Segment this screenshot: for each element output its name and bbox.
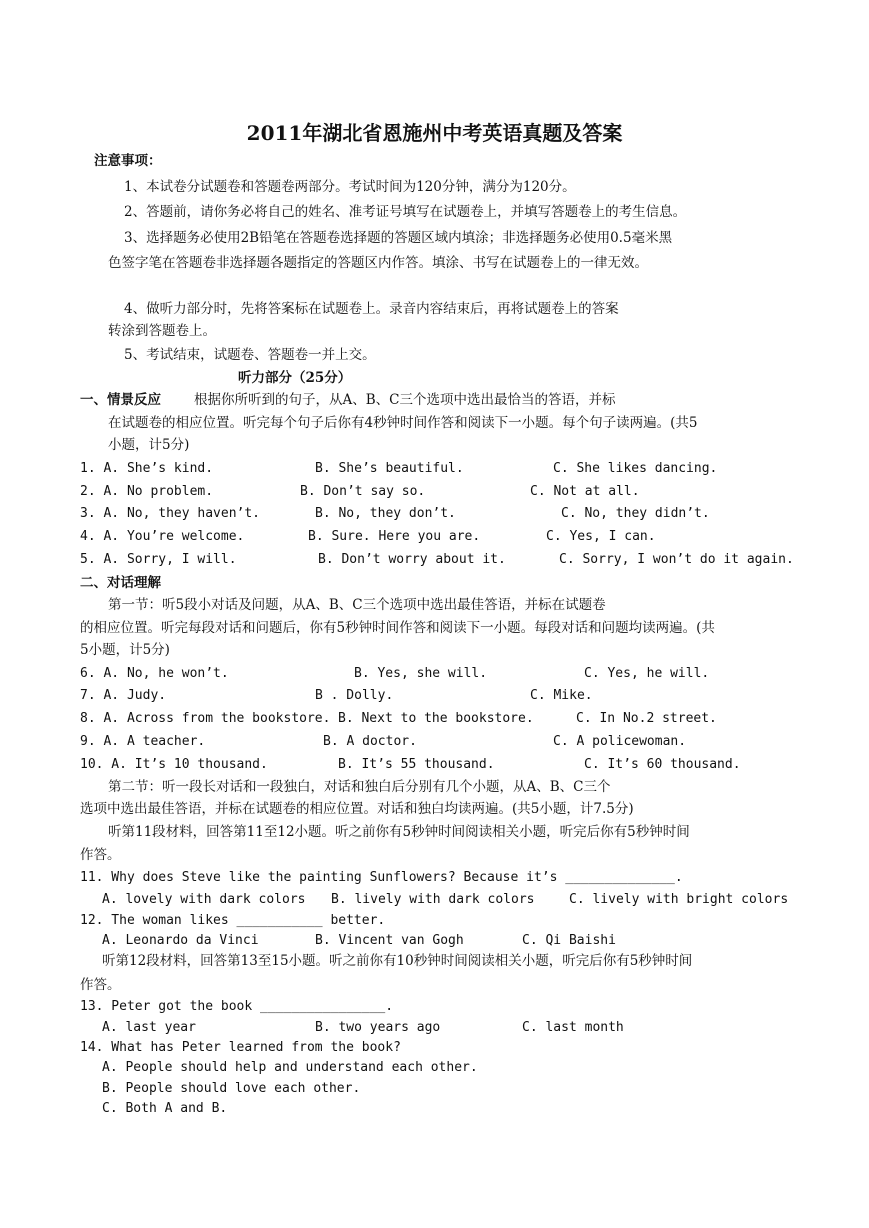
question-13-option-c: C. last month [522, 1020, 624, 1035]
question-3-option-b: B. No, they don’t. [315, 506, 456, 521]
question-1-option-b: B. She’s beautiful. [315, 461, 464, 476]
material-11-intro: 作答。 [80, 847, 121, 863]
question-13: 13. Peter got the book ________________. [80, 999, 394, 1014]
question-2-option-a: 2. A. No problem. [80, 484, 214, 499]
question-2-option-b: B. Don’t say so. [300, 484, 426, 499]
question-6-option-b: B. Yes, she will. [354, 666, 488, 681]
question-2-option-c: C. Not at all. [530, 484, 640, 499]
question-6-option-c: C. Yes, he will. [584, 666, 710, 681]
section1-intro: 在试题卷的相应位置。听完每个句子后你有4秒钟时间作答和阅读下一小题。每个句子读两遍。(共5 [108, 415, 698, 431]
question-4-option-a: 4. A. You’re welcome. [80, 529, 245, 544]
question-13-option-b: B. two years ago [315, 1020, 441, 1035]
listening-title: 听力部分（25分） [238, 370, 352, 386]
section2-part2-intro: 选项中选出最佳答语，并标在试题卷的相应位置。对话和独白均读两遍。(共5小题，计7.5分) [80, 801, 634, 817]
question-4-option-c: C. Yes, I can. [546, 529, 656, 544]
question-14-option-a: A. People should help and understand each other. [102, 1060, 478, 1075]
notice-item: 1、本试卷分试题卷和答题卷两部分。考试时间为120分钟，满分为120分。 [124, 179, 576, 195]
section1-intro: 小题，计5分) [108, 437, 190, 453]
question-5-option-b: B. Don’t worry about it. [318, 552, 506, 567]
question-11: 11. Why does Steve like the painting Sunflowers? Because it’s ______________. [80, 870, 683, 885]
question-8-option-c: C. In No.2 street. [576, 711, 717, 726]
question-3-option-c: C. No, they didn’t. [561, 506, 710, 521]
question-10-option-c: C. It’s 60 thousand. [584, 757, 741, 772]
question-9-option-c: C. A policewoman. [553, 734, 687, 749]
section2-part1-intro: 第一节：听5段小对话及问题，从A、B、C三个选项中选出最佳答语，并标在试题卷 [108, 597, 606, 613]
question-7-option-b: B . Dolly. [315, 688, 394, 703]
section2-part1-intro: 的相应位置。听完每段对话和问题后，你有5秒钟时间作答和阅读下一小题。每段对话和问题均读两遍。(共 [80, 620, 715, 636]
question-11-option-b: B. lively with dark colors [331, 892, 535, 907]
section1-intro: 根据你所听到的句子，从A、B、C三个选项中选出最恰当的答语，并标 [194, 392, 616, 408]
section2-part2-intro: 第二节：听一段长对话和一段独白，对话和独白后分别有几个小题，从A、B、C三个 [108, 779, 611, 795]
question-12-option-b: B. Vincent van Gogh [315, 933, 464, 948]
question-13-option-a: A. last year [102, 1020, 196, 1035]
question-12-option-a: A. Leonardo da Vinci [102, 933, 259, 948]
section2-part1-intro: 5小题，计5分) [80, 642, 170, 658]
question-11-option-a: A. lovely with dark colors [102, 892, 306, 907]
section1-heading: 一、情景反应 [80, 392, 161, 408]
question-8-option-a: 8. A. Across from the bookstore. [80, 711, 331, 726]
notice-item: 色签字笔在答题卷非选择题各题指定的答题区内作答。填涂、书写在试题卷上的一律无效。 [108, 255, 648, 271]
question-12-option-c: C. Qi Baishi [522, 933, 616, 948]
question-4-option-b: B. Sure. Here you are. [308, 529, 481, 544]
question-3-option-a: 3. A. No, they haven’t. [80, 506, 261, 521]
question-8-option-b: B. Next to the bookstore. [338, 711, 534, 726]
question-11-option-c: C. lively with bright colors [569, 892, 789, 907]
question-14: 14. What has Peter learned from the book? [80, 1040, 401, 1055]
notice-item: 5、考试结束，试题卷、答题卷一并上交。 [124, 347, 376, 363]
question-12: 12. The woman likes ___________ better. [80, 913, 386, 928]
notice-item: 转涂到答题卷上。 [108, 323, 216, 339]
notice-item: 3、选择题务必使用2B铅笔在答题卷选择题的答题区域内填涂；非选择题务必使用0.5毫米黑 [124, 230, 673, 246]
notice-item: 2、答题前，请你务必将自己的姓名、准考证号填写在试题卷上，并填写答题卷上的考生信息。 [124, 204, 687, 220]
question-7-option-c: C. Mike. [530, 688, 593, 703]
material-12-intro: 听第12段材料，回答第13至15小题。听之前你有10秒钟时间阅读相关小题，听完后你有5秒钟时间 [102, 953, 693, 969]
material-12-intro: 作答。 [80, 977, 121, 993]
question-7-option-a: 7. A. Judy. [80, 688, 167, 703]
question-9-option-a: 9. A. A teacher. [80, 734, 206, 749]
page-title: 2011年湖北省恩施州中考英语真题及答案 [246, 121, 623, 145]
question-10-option-b: B. It’s 55 thousand. [338, 757, 495, 772]
question-6-option-a: 6. A. No, he won’t. [80, 666, 229, 681]
question-5-option-a: 5. A. Sorry, I will. [80, 552, 237, 567]
notice-heading: 注意事项： [94, 153, 162, 169]
section2-heading: 二、对话理解 [80, 575, 161, 591]
material-11-intro: 听第11段材料，回答第11至12小题。听之前你有5秒钟时间阅读相关小题，听完后你有5秒钟时间 [108, 824, 690, 840]
question-1-option-c: C. She likes dancing. [553, 461, 718, 476]
question-10-option-a: 10. A. It’s 10 thousand. [80, 757, 268, 772]
question-1-option-a: 1. A. She’s kind. [80, 461, 214, 476]
question-5-option-c: C. Sorry, I won’t do it again. [559, 552, 794, 567]
question-14-option-b: B. People should love each other. [102, 1081, 361, 1096]
notice-item: 4、做听力部分时，先将答案标在试题卷上。录音内容结束后，再将试题卷上的答案 [124, 301, 619, 317]
question-14-option-c: C. Both A and B. [102, 1101, 228, 1116]
question-9-option-b: B. A doctor. [323, 734, 417, 749]
